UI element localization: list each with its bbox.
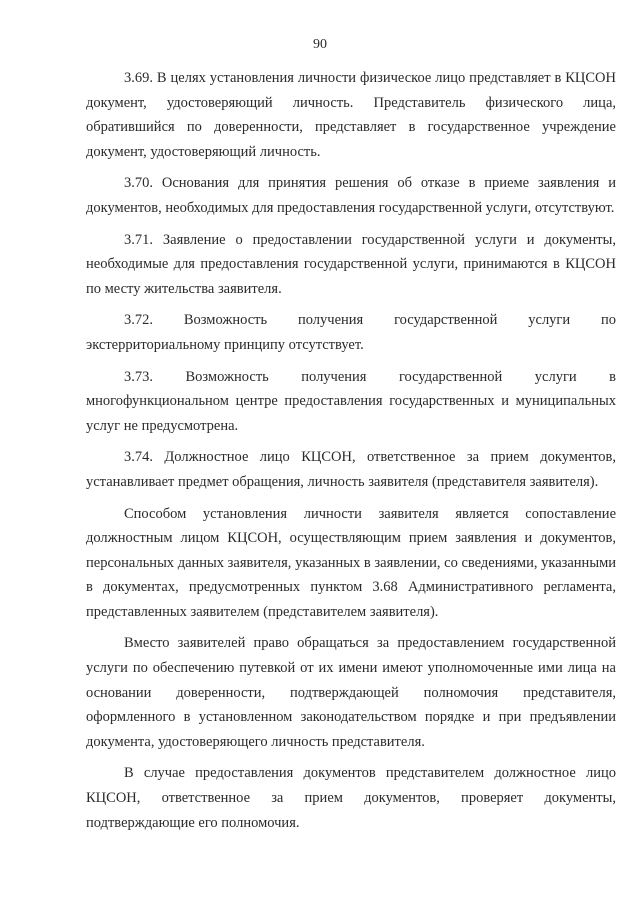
paragraph-representative-documents: В случае предоставления документов представителем должностное лицо КЦСОН, ответственное за прием документов, проверяет документы, подтверждающие его полномочия. xyxy=(86,765,616,831)
paragraph-identity-verification: Способом установления личности заявителя является сопоставление должностным лицом КЦСОН, осуществляющим прием заявления и документов, персональных данных заявителя, указанных в заявлении, со сведениями, указанными в документах, предусмотренных пунктом 3.68 Административного регламента, представленных заявителем (представителем заявителя). xyxy=(86,505,616,620)
paragraph-3-71: 3.71. Заявление о предоставлении государственной услуги и документы, необходимые для предоставления государственной услуги, принимаются в КЦСОН по месту жительства заявителя. xyxy=(86,231,616,297)
paragraph-3-72: 3.72. Возможность получения государственной услуги по экстерриториальному принципу отсутствует. xyxy=(86,312,616,353)
paragraph-3-74: 3.74. Должностное лицо КЦСОН, ответственное за прием документов, устанавливает предмет обращения, личность заявителя (представителя заявителя). xyxy=(86,449,616,490)
paragraph-3-69: 3.69. В целях установления личности физическое лицо представляет в КЦСОН документ, удостоверяющий личность. Представитель физического лица, обратившийся по доверенности, представляет в государственное учреждение документ, удостоверяющий личность. xyxy=(86,70,616,160)
paragraph-authorized-representatives: Вместо заявителей право обращаться за предоставлением государственной услуги по обеспечению путевкой от их имени имеют уполномоченные ими лица на основании доверенности, подтверждающей полномочия представителя, оформленного в установленном законодательством порядке и при предъявлении документа, удостоверяющего личность представителя. xyxy=(86,635,616,750)
document-body xyxy=(86,66,616,835)
paragraph-3-73: 3.73. Возможность получения государственной услуги в многофункциональном центре предоставления государственных и муниципальных услуг не предусмотрена. xyxy=(86,368,616,434)
page-number: 90 xyxy=(313,37,327,52)
paragraph-3-70: 3.70. Основания для принятия решения об отказе в приеме заявления и документов, необходимых для предоставления государственной услуги, отсутствуют. xyxy=(86,175,616,216)
